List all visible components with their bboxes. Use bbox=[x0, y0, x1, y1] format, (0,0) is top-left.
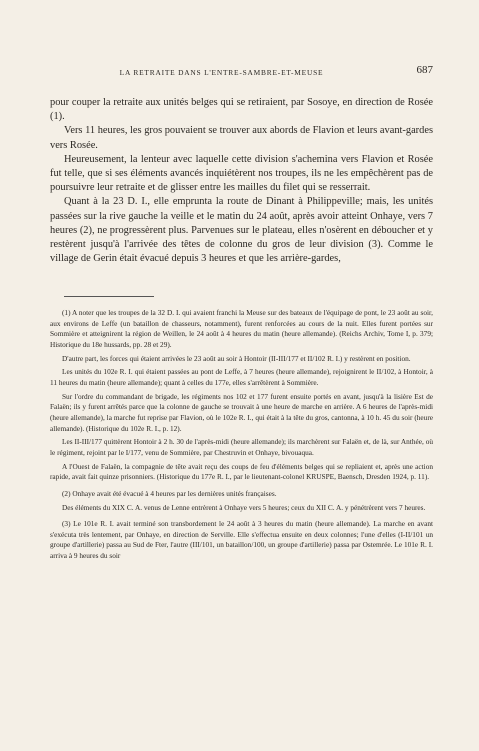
page-header bbox=[50, 64, 433, 78]
footnote: A l'Ouest de Falaën, la compagnie de tête avait reçu des coups de feu d'éléments belges qui se repliaient et, après une action rapide, avait fait quinze prisonniers. (Historique du 177e R. I., par le lieutenant-colonel KRUSPE, Baensch, Dresden 1924, p. 11). bbox=[50, 461, 433, 482]
body-paragraph: pour couper la retraite aux unités belges qui se retiraient, par Sosoye, en direction de Rosée (1). bbox=[50, 97, 433, 123]
footnote: (1) A noter que les troupes de la 32 D. I. qui avaient franchi la Meuse sur des bateaux de l'équipage de pont, le 23 août au soir, aux environs de Leffe (un bataillon de chasseurs, notamment), furent renforcées au cours de la nuit. Elles furent portées sur Sommière et atteignirent la région de Weillen, le 24 août à 4 heures du matin (heure allemande). (Reichs Archiv, Tome I, p. 379; Historique du 18e hussards, pp. 28 et 29). bbox=[50, 308, 433, 349]
main-text bbox=[50, 96, 433, 266]
footnotes bbox=[50, 308, 433, 565]
footnote: Sur l'ordre du commandant de brigade, les régiments nos 102 et 177 furent ensuite portés en avant, jusqu'à la lisière Est de Falaën; ils y furent arrêtés parce que la colonne de gauche se trouvait à une heure de marche en arrière. A 6 heures de l'après-midi (heure allemande), la marche fut reprise par Flavion, où le 102e R. I., qui était à la tête du gros, cantonna, à 10 h. 45 du soir (heure allemande). (Historique du 102e R. I., p. 12). bbox=[50, 391, 433, 433]
footnote: Des éléments du XIX C. A. venus de Lenne entrèrent à Onhaye vers 5 heures; ceux du XII C. A. y pénétrèrent vers 7 heures. bbox=[62, 502, 426, 512]
footnote: Les unités du 102e R. I. qui étaient passées au pont de Leffe, à 7 heures (heure allemande), rejoignirent le II/102, à Hontoir, à 11 heures du matin (heure allemande); quant à celles du 177e, elles s'arrêtèrent à Sommière. bbox=[50, 367, 433, 387]
footnote: D'autre part, les forces qui étaient arrivées le 23 août au soir à Hontoir (II-III/177 et II/102 R. I.) y restèrent en position. bbox=[62, 353, 411, 363]
footnote: (3) Le 101e R. I. avait terminé son transbordement le 24 août à 3 heures du matin (heure allemande). La marche en avant s'exécuta très lentement, par Onhaye, en direction de Serville. Elle s'effectua ensuite en deux colonnes; l'une d'elles (I-II/101 un groupe d'artillerie) passa au Sud de Fter, l'autre (III/101, un bataillon/100, un groupe d'artillerie) passa par Ostemrée. Le 101e R. I. arriva à 9 heures du soir bbox=[50, 519, 433, 560]
body-paragraph: Heureusement, la lenteur avec laquelle cette division s'achemina vers Flavion et Rosée fut telle, que si ses éléments avancés inquiétèrent nos troupes, ils ne les empêchèrent pas de poursuivre leur retraite et de glisser entre les mailles du filet qui se resserrait. bbox=[50, 153, 433, 194]
body-paragraph: Vers 11 heures, les gros pouvaient se trouver aux abords de Flavion et leurs avant-gardes vers Rosée. bbox=[50, 125, 433, 151]
body-paragraph: Quant à la 23 D. I., elle emprunta la route de Dinant à Philippeville; mais, les unités passées sur la rive gauche la veille et le matin du 24 août, après avoir atteint Onhaye, vers 7 heures (2), ne progressèrent plus. Parvenues sur le plateau, elles n'osèrent en déboucher et y restèrent jusqu'à l'arrivée des têtes de colonne du gros de leur division (3). Comme le village de Gerin était évacué depuis 3 heures et que les arrière-gardes, bbox=[50, 196, 433, 265]
page-number: 687 bbox=[416, 64, 433, 76]
footnote: (2) Onhaye avait été évacué à 4 heures par les dernières unités françaises. bbox=[62, 488, 277, 498]
footnote: Les II-III/177 quittèrent Hontoir à 2 h. 30 de l'après-midi (heure allemande); ils marchèrent sur Falaën et, de là, sur Anthée, où le régiment, rejoint par le I/177, venu de Sommière, par Chestruvin et Onhaye, bivouaqua. bbox=[50, 437, 433, 457]
running-title: LA RETRAITE DANS L'ENTRE-SAMBRE-ET-MEUSE bbox=[119, 68, 324, 77]
footnote-separator bbox=[64, 296, 154, 297]
